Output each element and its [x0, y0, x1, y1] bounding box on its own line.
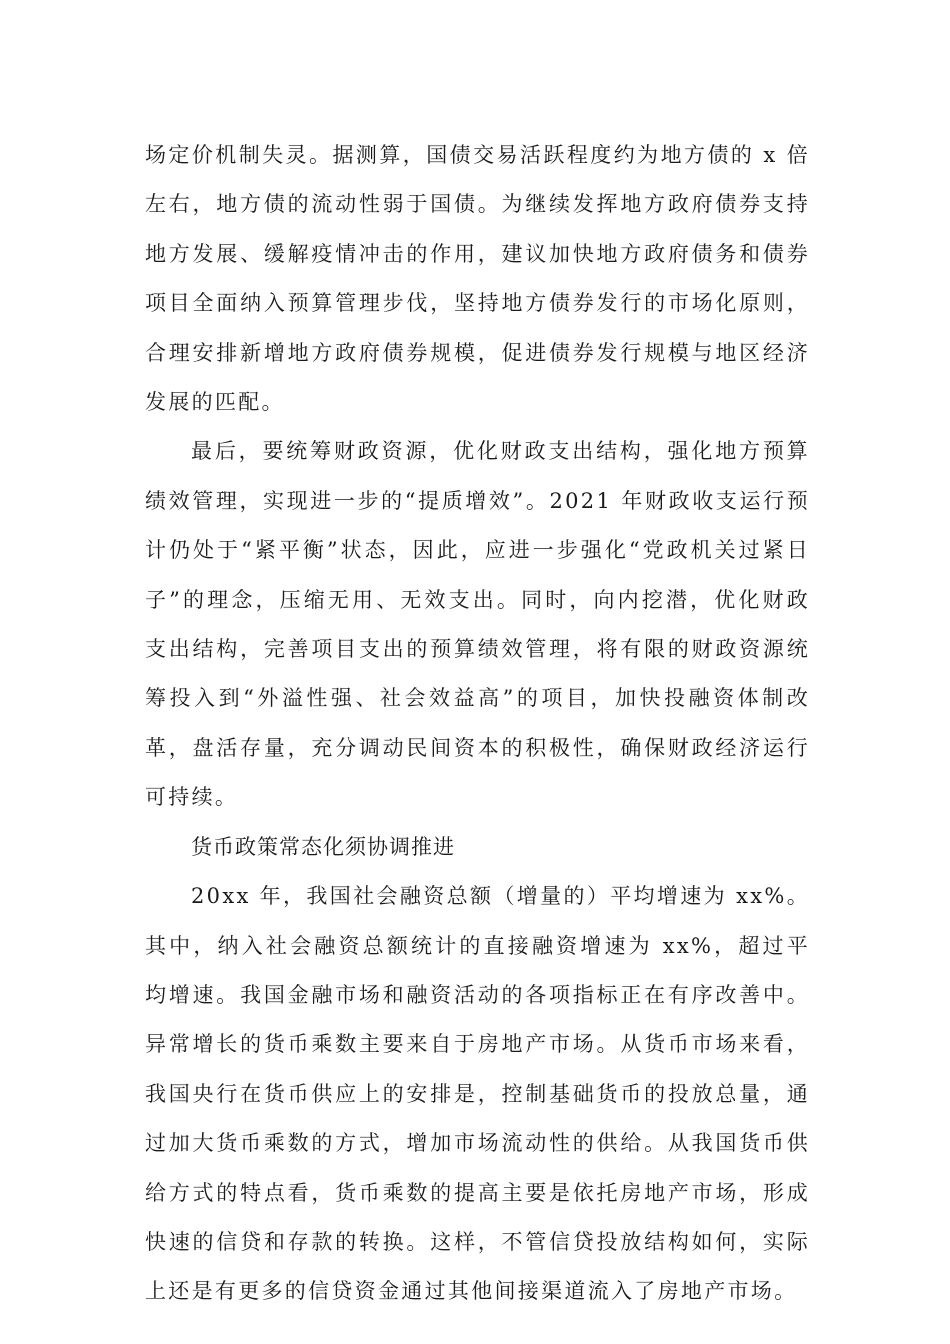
paragraph-fiscal-resources: 最后，要统筹财政资源，优化财政支出结构，强化地方预算绩效管理，实现进一步的“提质增效”。2021 年财政收支运行预计仍处于“紧平衡”状态，因此，应进一步强化“党政机关过紧日子”的理念，压缩无用、无效支出。同时，向内挖潜，优化财政支出结构，完善项目支出的预算绩效管理，将有限的财政资源统筹投入到“外溢性强、社会效益高”的项目，加快投融资体制改革，盘活存量，充分调动民间资本的积极性，确保财政经济运行可持续。 — [145, 439, 810, 810]
document-body — [145, 131, 810, 1317]
paragraph-social-financing: 20xx 年，我国社会融资总额（增量的）平均增速为 xx%。其中，纳入社会融资总额统计的直接融资增速为 xx%，超过平均增速。我国金融市场和融资活动的各项指标正在有序改善中。异常增长的货币乘数主要来自于房地产市场。从货币市场来看，我国央行在货币供应上的安排是，控制基础货币的投放总量，通过加大货币乘数的方式，增加市场流动性的供给。从我国货币供给方式的特点看，货币乘数的提高主要是依托房地产市场，形成快速的信贷和存款的转换。这样，不管信贷投放结构如何，实际上还是有更多的信贷资金通过其他间接渠道流入了房地产市场。 — [145, 884, 810, 1304]
section-heading-monetary-policy: 货币政策常态化须协调推进 — [191, 834, 455, 859]
paragraph-continuation: 场定价机制失灵。据测算，国债交易活跃程度约为地方债的 x 倍左右，地方债的流动性弱于国债。为继续发挥地方政府债券支持地方发展、缓解疫情冲击的作用，建议加快地方政府债务和债券项目全面纳入预算管理步伐，坚持地方债券发行的市场化原则，合理安排新增地方政府债券规模，促进债券发行规模与地区经济发展的匹配。 — [145, 143, 810, 415]
